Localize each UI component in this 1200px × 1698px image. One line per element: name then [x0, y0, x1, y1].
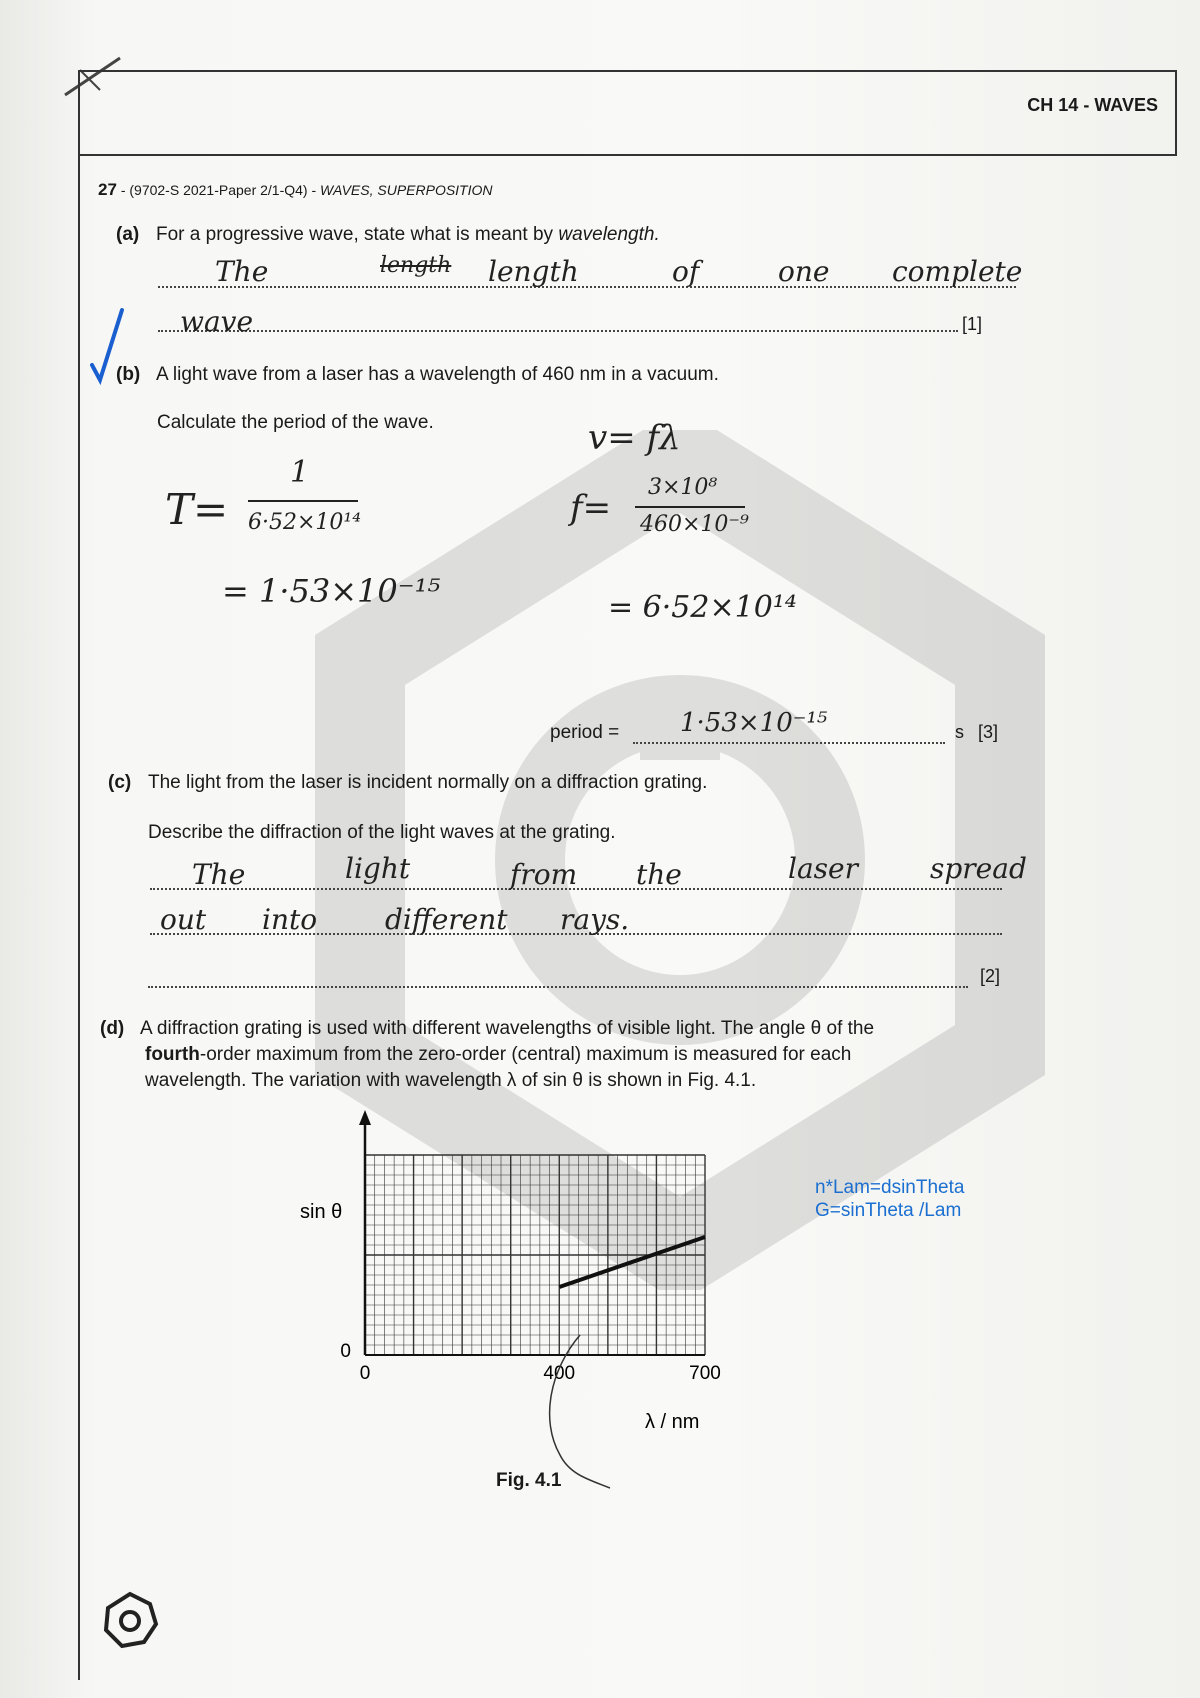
handwritten-answer: complete [892, 255, 1023, 288]
working-f-result: = 6·52×10¹⁴ [608, 590, 797, 625]
answer-line [148, 986, 968, 988]
chart-axes [359, 1110, 705, 1355]
crossed-out-word: length [380, 253, 452, 278]
question-heading: 27 - (9702-S 2021-Paper 2/1-Q4) - WAVES, SUPERPOSITION [98, 180, 493, 199]
handwritten-answer: out [160, 903, 207, 936]
fraction-bar [248, 500, 358, 502]
handwritten-answer: into [262, 903, 318, 936]
marks-c: [2] [980, 966, 1001, 986]
part-d-line2: fourth-order maximum from the zero-order (central) maximum is measured for each [145, 1044, 852, 1065]
question-source: (9702-S 2021-Paper 2/1-Q4) [129, 182, 308, 198]
header-frame [80, 70, 1177, 156]
handwritten-answer: of [672, 255, 700, 288]
chart-y-label: sin θ [300, 1201, 343, 1223]
working-f-num: 3×10⁸ [648, 475, 718, 500]
fraction-bar [635, 506, 745, 508]
series-line [559, 1237, 705, 1287]
part-d-label: (d) [100, 1018, 125, 1039]
part-b-instruction: Calculate the period of the wave. [157, 412, 434, 433]
left-border [78, 70, 80, 1680]
handwritten-answer: length [488, 255, 579, 288]
handwritten-note: n*Lam=dsinTheta G=sinTheta /Lam [815, 1177, 965, 1221]
handwritten-answer: The [215, 255, 269, 288]
formula: v= fλ [588, 418, 681, 458]
answer-line [158, 330, 958, 332]
part-c-instruction: Describe the diffraction of the light waves at the grating. [148, 822, 616, 843]
working-f-lhs: f= [570, 488, 612, 528]
chart-x-label: λ / nm [645, 1411, 700, 1433]
x-tick-label: 700 [689, 1363, 721, 1384]
x-tick-label: 0 [359, 1363, 371, 1384]
period-unit: s [955, 722, 964, 742]
handwritten-answer: laser [788, 852, 858, 885]
handwritten-answer: different [385, 903, 508, 936]
period-label: period = [550, 722, 620, 743]
handwritten-answer: the [636, 858, 682, 891]
logo-icon [100, 1590, 160, 1650]
question-number: 27 [98, 180, 117, 199]
question-topic: WAVES, SUPERPOSITION [320, 182, 493, 198]
part-c-label: (c) [108, 772, 132, 793]
handwritten-answer: wave [180, 305, 254, 338]
handwritten-answer: one [778, 255, 830, 288]
answer-line [633, 742, 945, 744]
part-b-prompt: (b) A light wave from a laser has a wavelength of 460 nm in a vacuum. [116, 364, 719, 385]
y-tick-label: 0 [340, 1341, 351, 1362]
period-answer: 1·53×10⁻¹⁵ [680, 708, 828, 738]
marks-b: [3] [978, 722, 999, 742]
part-b-label: (b) [116, 364, 141, 385]
handwritten-answer: from [510, 858, 578, 891]
handwritten-answer: spread [930, 852, 1027, 885]
pen-stroke [530, 1330, 620, 1490]
working-f-den: 460×10⁻⁹ [640, 512, 749, 537]
part-d-line1: (d) A diffraction grating is used with different wavelengths of visible light. The angle θ of the [100, 1018, 875, 1039]
working-T-result: = 1·53×10⁻¹⁵ [222, 572, 441, 610]
chapter-title: CH 14 - WAVES [1027, 95, 1158, 115]
x-tick-label: 400 [543, 1363, 576, 1384]
part-c-prompt: (c) The light from the laser is incident normally on a diffraction grating. [108, 772, 708, 793]
part-a-label: (a) [116, 224, 140, 245]
part-a-prompt: (a) For a progressive wave, state what is meant by wavelength. [116, 224, 660, 245]
chart-series [559, 1237, 705, 1287]
figure-caption: Fig. 4.1 [496, 1470, 562, 1491]
y-axis-arrow [359, 1110, 371, 1125]
working-T-num: 1 [290, 455, 310, 490]
working-T-den: 6·52×10¹⁴ [248, 510, 362, 535]
answer-line [158, 286, 1016, 288]
working-T-lhs: T= [165, 485, 229, 534]
part-d-line3: wavelength. The variation with wavelength λ of sin θ is shown in Fig. 4.1. [145, 1070, 757, 1091]
marks-a: [1] [962, 314, 983, 334]
handwritten-answer: light [345, 852, 411, 885]
handwritten-answer: rays. [560, 903, 630, 936]
handwritten-answer: The [192, 858, 246, 891]
